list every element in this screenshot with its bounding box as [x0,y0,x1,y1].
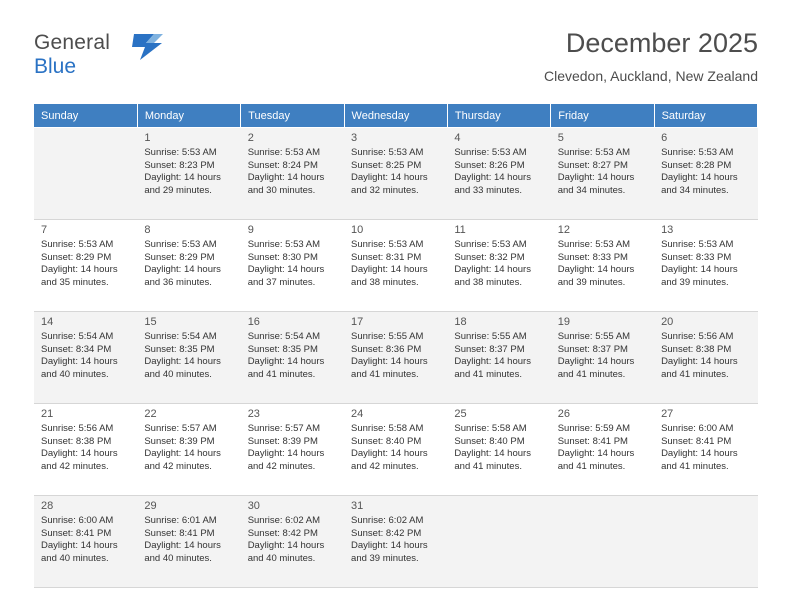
calendar-week-row [34,312,758,404]
day-info-line: Sunset: 8:33 PM [661,251,732,263]
day-info-line: and 42 minutes. [247,460,316,472]
day-number: 13 [661,224,674,236]
day-info-line: Sunrise: 5:54 AM [41,331,114,342]
day-info-line: and 29 minutes. [144,184,212,196]
day-info-line: and 41 minutes. [454,460,522,472]
day-info-line: Sunrise: 6:00 AM [661,423,734,434]
day-number: 28 [41,500,54,512]
logo-text-blue: Blue [34,55,77,78]
day-info-line: Sunset: 8:38 PM [41,435,112,447]
day-info-line: Daylight: 14 hours [144,448,221,460]
calendar-day-cell[interactable] [137,128,240,220]
day-info [454,331,544,381]
day-info-line: Daylight: 14 hours [557,356,635,368]
day-info-line: Sunset: 8:33 PM [557,251,628,263]
day-info-line: Daylight: 14 hours [41,540,118,552]
day-info-line: Sunrise: 5:56 AM [41,423,114,434]
calendar-week-row [34,496,758,588]
weekday-header-wednesday: Wednesday [344,104,447,128]
day-info [454,423,544,473]
calendar-day-cell[interactable] [447,404,550,496]
day-info-line: Daylight: 14 hours [247,264,325,276]
day-info-line: Daylight: 14 hours [557,448,635,460]
calendar-day-cell[interactable] [34,312,137,404]
page-header [34,26,758,98]
day-info-line: and 42 minutes. [351,460,419,472]
day-info-line: Sunset: 8:26 PM [454,159,525,171]
day-info-line: Daylight: 14 hours [144,356,221,368]
day-info-line: Daylight: 14 hours [247,448,325,460]
day-info-line: and 32 minutes. [351,184,419,196]
day-info-line: Sunrise: 5:53 AM [144,239,217,250]
day-info-line: and 33 minutes. [454,184,522,196]
day-info-line: and 34 minutes. [557,184,626,196]
calendar-week-row [34,220,758,312]
day-info-line: Sunrise: 5:53 AM [454,239,527,250]
day-info-line: Daylight: 14 hours [247,172,325,184]
day-info-line: and 41 minutes. [557,368,626,380]
day-info-line: Sunset: 8:24 PM [247,159,318,171]
day-number: 18 [454,316,467,328]
day-info [558,331,648,381]
day-info-line: Daylight: 14 hours [661,356,738,368]
calendar-day-cell[interactable] [654,404,757,496]
day-info-line: Sunrise: 5:53 AM [454,147,527,158]
day-info-line: and 41 minutes. [247,368,316,380]
day-info-line: and 40 minutes. [247,552,316,564]
day-info-line: Daylight: 14 hours [41,356,118,368]
day-number: 29 [144,500,157,512]
day-info-line: Daylight: 14 hours [661,264,738,276]
calendar-day-cell[interactable] [34,404,137,496]
day-number: 2 [247,132,254,144]
day-info-line: Daylight: 14 hours [351,448,428,460]
day-info-line: Sunset: 8:41 PM [41,527,112,539]
day-info-line: Sunrise: 5:58 AM [351,423,424,434]
day-info-line: Sunrise: 5:53 AM [351,239,424,250]
calendar-day-cell[interactable] [137,404,240,496]
day-info-line: and 41 minutes. [557,460,626,472]
day-info [144,423,234,473]
day-info-line: Daylight: 14 hours [454,448,531,460]
calendar-day-cell[interactable] [344,220,447,312]
day-number: 31 [351,500,364,512]
calendar-day-cell[interactable] [241,496,344,588]
day-info [558,239,648,289]
calendar-table [34,104,758,588]
calendar-day-cell[interactable] [137,220,240,312]
day-info [41,423,131,473]
day-info-line: Sunset: 8:41 PM [661,435,732,447]
day-info-line: Daylight: 14 hours [454,264,531,276]
day-info-line: and 42 minutes. [144,460,212,472]
calendar-day-cell[interactable] [344,312,447,404]
day-info-line: Daylight: 14 hours [351,540,428,552]
day-info-line: Daylight: 14 hours [351,356,428,368]
day-info-line: Daylight: 14 hours [557,172,635,184]
day-info-line: and 40 minutes. [41,552,109,564]
day-number: 25 [454,408,467,420]
day-info [351,147,441,197]
day-info-line: Sunset: 8:35 PM [144,343,215,355]
day-info-line: Daylight: 14 hours [661,172,738,184]
day-info [41,239,131,289]
day-info-line: Sunrise: 5:53 AM [351,147,424,158]
day-info-line: Sunrise: 5:53 AM [661,239,734,250]
day-info-line: and 41 minutes. [661,368,729,380]
day-info [351,239,441,289]
day-number: 9 [247,224,254,236]
day-info-line: Sunrise: 5:59 AM [557,423,631,434]
day-info-line: Sunrise: 5:55 AM [351,331,424,342]
calendar-day-cell[interactable] [654,220,757,312]
day-info-line: and 41 minutes. [454,368,522,380]
day-info-line: Sunrise: 5:54 AM [144,331,217,342]
weekday-header-row [34,104,758,128]
calendar-day-cell[interactable] [344,404,447,496]
day-info-line: Sunset: 8:29 PM [144,251,215,263]
day-info-line: and 39 minutes. [661,276,729,288]
calendar-week-row [34,404,758,496]
day-number: 11 [454,224,466,236]
page-subtitle: Clevedon, Auckland, New Zealand [543,68,758,84]
calendar-day-cell[interactable] [344,496,447,588]
day-number: 20 [661,316,674,328]
day-info-line: and 42 minutes. [41,460,109,472]
day-info [661,331,751,381]
day-info-line: Sunset: 8:35 PM [247,343,318,355]
title-block [544,26,758,86]
calendar-day-cell[interactable] [551,128,654,220]
day-info-line: Sunset: 8:39 PM [144,435,215,447]
day-info [351,331,441,381]
day-info-line: Sunset: 8:32 PM [454,251,525,263]
day-info-line: Daylight: 14 hours [247,356,325,368]
day-info-line: Sunrise: 6:02 AM [351,515,424,526]
day-info [248,239,338,289]
day-info-line: Sunrise: 5:56 AM [661,331,734,342]
day-number: 16 [247,316,260,328]
weekday-header-thursday: Thursday [447,104,550,128]
day-info-line: Sunset: 8:42 PM [351,527,422,539]
day-info-line: Daylight: 14 hours [144,264,221,276]
day-info-line: Daylight: 14 hours [454,172,531,184]
day-number: 6 [661,132,668,144]
day-info-line: Sunrise: 5:54 AM [247,331,321,342]
day-info-line: Daylight: 14 hours [41,448,118,460]
day-info [558,423,648,473]
day-number: 10 [351,224,364,236]
day-info-line: and 30 minutes. [247,184,316,196]
day-number: 5 [557,132,564,144]
day-info-line: Sunrise: 5:53 AM [144,147,217,158]
calendar-empty-cell [654,496,757,588]
day-info-line: and 34 minutes. [661,184,729,196]
day-number: 30 [247,500,260,512]
logo-text-general: General [34,31,111,54]
day-number: 26 [557,408,570,420]
calendar-day-cell[interactable] [344,128,447,220]
day-number: 19 [557,316,570,328]
calendar-empty-cell [34,128,137,220]
day-info-line: Sunset: 8:37 PM [454,343,525,355]
day-info-line: and 40 minutes. [144,552,212,564]
day-info-line: Sunrise: 5:57 AM [144,423,217,434]
day-info [144,147,234,197]
day-number: 4 [454,132,461,144]
day-info-line: Daylight: 14 hours [144,540,221,552]
day-info-line: Sunrise: 5:53 AM [247,147,321,158]
day-info [41,515,131,565]
weekday-header-monday: Monday [137,104,240,128]
day-info-line: and 36 minutes. [144,276,212,288]
day-info [661,147,751,197]
calendar-day-cell[interactable] [654,128,757,220]
day-info-line: Daylight: 14 hours [247,540,325,552]
day-number: 8 [144,224,151,236]
day-number: 23 [247,408,260,420]
day-info-line: Sunset: 8:23 PM [144,159,215,171]
day-number: 12 [557,224,570,236]
day-info-line: Daylight: 14 hours [351,172,428,184]
calendar-day-cell[interactable] [241,404,344,496]
calendar-day-cell[interactable] [551,312,654,404]
day-info-line: Sunrise: 5:53 AM [557,239,631,250]
day-info-line: Sunrise: 6:00 AM [41,515,114,526]
day-info-line: Daylight: 14 hours [454,356,531,368]
day-number: 27 [661,408,674,420]
calendar-day-cell[interactable] [34,220,137,312]
day-number: 1 [144,132,151,144]
day-info-line: and 40 minutes. [144,368,212,380]
day-info-line: Daylight: 14 hours [144,172,221,184]
day-info-line: and 41 minutes. [661,460,729,472]
weekday-header-sunday: Sunday [34,104,137,128]
day-info-line: Daylight: 14 hours [661,448,738,460]
day-info [454,239,544,289]
day-info-line: Daylight: 14 hours [557,264,635,276]
day-info [248,147,338,197]
day-info-line: and 35 minutes. [41,276,109,288]
day-info-line: Sunset: 8:41 PM [144,527,215,539]
calendar-day-cell[interactable] [241,312,344,404]
day-number: 3 [351,132,358,144]
logo[interactable] [34,32,204,88]
day-info [558,147,648,197]
day-info-line: Sunrise: 5:55 AM [557,331,631,342]
day-info-line: Sunset: 8:41 PM [557,435,628,447]
day-info-line: Sunset: 8:28 PM [661,159,732,171]
day-info-line: Sunset: 8:39 PM [247,435,318,447]
day-number: 14 [41,316,54,328]
day-info [351,423,441,473]
day-info [144,515,234,565]
calendar-week-row [34,128,758,220]
calendar-day-cell[interactable] [447,128,550,220]
day-info-line: and 39 minutes. [557,276,626,288]
day-info-line: and 37 minutes. [247,276,316,288]
calendar-body [34,128,758,588]
day-info [248,515,338,565]
day-info [144,239,234,289]
day-info-line: Sunset: 8:37 PM [557,343,628,355]
day-info [41,331,131,381]
day-info [248,423,338,473]
day-info-line: Sunrise: 5:57 AM [247,423,321,434]
day-info-line: Sunrise: 6:02 AM [247,515,321,526]
day-info-line: and 41 minutes. [351,368,419,380]
day-info-line: Sunrise: 5:53 AM [557,147,631,158]
day-number: 24 [351,408,364,420]
calendar-day-cell[interactable] [34,496,137,588]
calendar-day-cell[interactable] [137,312,240,404]
day-info-line: Sunset: 8:29 PM [41,251,112,263]
calendar-day-cell[interactable] [654,312,757,404]
day-info [144,331,234,381]
day-number: 15 [144,316,157,328]
calendar-day-cell[interactable] [551,404,654,496]
day-info-line: Sunset: 8:25 PM [351,159,422,171]
calendar-day-cell[interactable] [447,312,550,404]
day-info-line: and 39 minutes. [351,552,419,564]
day-info-line: and 40 minutes. [41,368,109,380]
day-info-line: Sunrise: 6:01 AM [144,515,217,526]
calendar-day-cell[interactable] [241,128,344,220]
day-info-line: Sunset: 8:40 PM [454,435,525,447]
day-info-line: Sunrise: 5:58 AM [454,423,527,434]
day-info [454,147,544,197]
day-info-line: Daylight: 14 hours [41,264,118,276]
day-info-line: Sunset: 8:38 PM [661,343,732,355]
day-info-line: Sunset: 8:40 PM [351,435,422,447]
calendar-day-cell[interactable] [551,220,654,312]
day-info-line: Sunset: 8:31 PM [351,251,422,263]
day-number: 22 [144,408,157,420]
flag-icon [132,34,166,60]
weekday-header-tuesday: Tuesday [241,104,344,128]
day-info-line: and 38 minutes. [351,276,419,288]
weekday-header-saturday: Saturday [654,104,757,128]
day-info-line: Sunset: 8:36 PM [351,343,422,355]
day-info-line: Sunset: 8:34 PM [41,343,112,355]
day-info-line: Sunrise: 5:53 AM [247,239,321,250]
weekday-header-friday: Friday [551,104,654,128]
day-info [351,515,441,565]
day-number: 21 [41,408,54,420]
day-info-line: Sunrise: 5:53 AM [661,147,734,158]
day-info-line: Sunset: 8:27 PM [557,159,628,171]
calendar-empty-cell [447,496,550,588]
calendar-day-cell[interactable] [241,220,344,312]
day-number: 17 [351,316,364,328]
day-info-line: Daylight: 14 hours [351,264,428,276]
day-info [661,239,751,289]
day-info-line: Sunset: 8:30 PM [247,251,318,263]
day-number: 7 [41,224,48,236]
day-info-line: Sunrise: 5:53 AM [41,239,114,250]
calendar-day-cell[interactable] [137,496,240,588]
calendar-empty-cell [551,496,654,588]
day-info [248,331,338,381]
day-info [661,423,751,473]
day-info-line: Sunrise: 5:55 AM [454,331,527,342]
page-title: December 2025 [565,28,758,58]
day-info-line: Sunset: 8:42 PM [247,527,318,539]
day-info-line: and 38 minutes. [454,276,522,288]
calendar-day-cell[interactable] [447,220,550,312]
